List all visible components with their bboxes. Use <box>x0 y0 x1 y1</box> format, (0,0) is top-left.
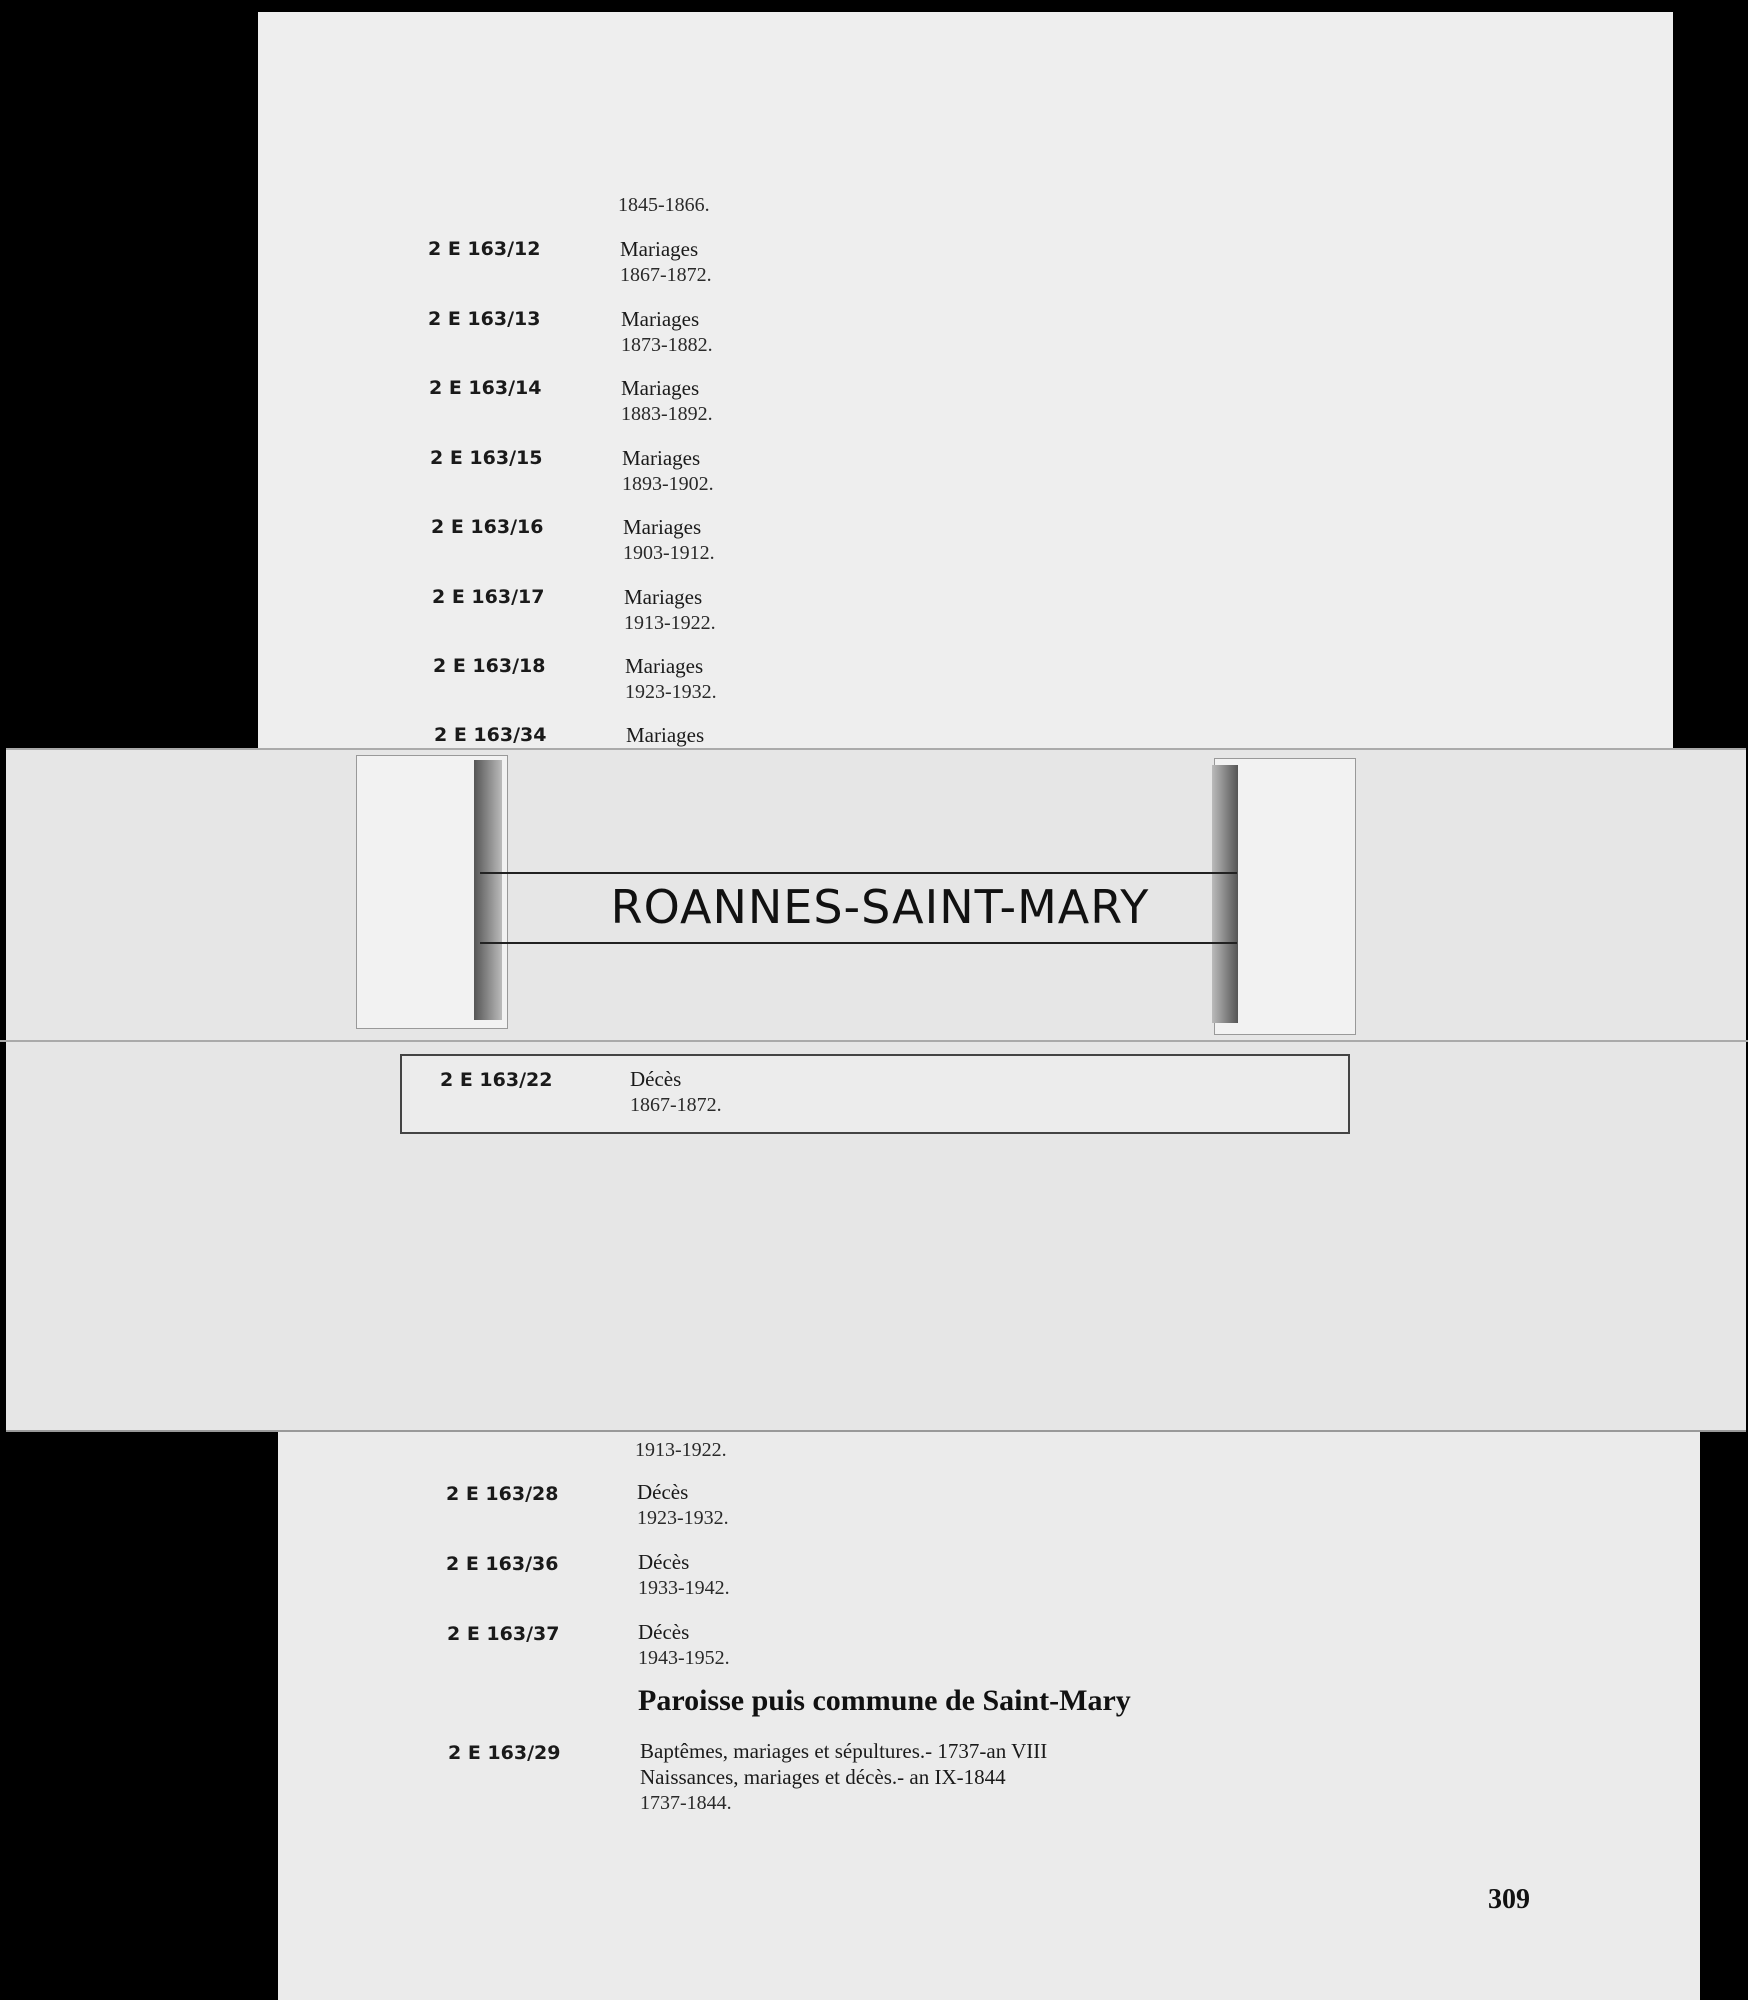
fold-shadow-left <box>474 760 502 1020</box>
entry-dates: 1923-1932. <box>637 1507 729 1529</box>
entry-cote: 2 E 163/13 <box>428 308 541 330</box>
list-item <box>620 236 712 288</box>
entry-cote: 2 E 163/36 <box>446 1553 559 1575</box>
entry-type: Mariages <box>621 307 700 331</box>
entry-type: Mariages <box>624 585 703 609</box>
entry-type: Décès <box>630 1067 682 1091</box>
list-item <box>618 192 710 218</box>
entry-dates: 1867-1872. <box>620 264 712 286</box>
entry-cote: 2 E 163/34 <box>434 724 547 746</box>
list-item <box>626 722 704 748</box>
list-item <box>625 653 717 705</box>
entry-dates: 1923-1932. <box>625 681 717 703</box>
entry-dates: 1903-1912. <box>623 542 715 564</box>
entry-cote: 2 E 163/12 <box>428 238 541 260</box>
list-item <box>638 1619 730 1671</box>
divider <box>480 942 1237 944</box>
entry-type: Mariages <box>622 446 701 470</box>
divider <box>0 1040 1748 1042</box>
list-item <box>624 584 716 636</box>
entry-type: Décès <box>638 1620 690 1644</box>
entry-cote: 2 E 163/29 <box>448 1742 561 1764</box>
entry-dates: 1933-1942. <box>638 1577 730 1599</box>
entry-dates: 1873-1882. <box>621 334 713 356</box>
list-item <box>623 514 715 566</box>
entry-type: Mariages <box>623 515 702 539</box>
page-number: 309 <box>1488 1884 1530 1915</box>
entry-type: Mariages <box>626 723 705 747</box>
entry-dates: 1867-1872. <box>630 1094 722 1116</box>
list-item <box>621 306 713 358</box>
list-item <box>621 375 713 427</box>
entry-dates: 1913-1922. <box>635 1439 727 1461</box>
entry-dates: 1737-1844. <box>640 1792 732 1814</box>
entry-type: Décès <box>637 1480 689 1504</box>
entry-dates: 1913-1922. <box>624 612 716 634</box>
entry-cote: 2 E 163/14 <box>429 377 542 399</box>
entry-type: Décès <box>638 1550 690 1574</box>
entry-cote: 2 E 163/22 <box>440 1069 553 1091</box>
entry-line: Naissances, mariages et décès.- an IX-1844 <box>640 1765 1006 1789</box>
list-item <box>622 445 714 497</box>
section-heading: Paroisse puis commune de Saint-Mary <box>638 1684 1131 1717</box>
entry-dates: 1943-1952. <box>638 1647 730 1669</box>
list-item <box>637 1479 729 1531</box>
entry-cote: 2 E 163/18 <box>433 655 546 677</box>
entry-cote: 2 E 163/17 <box>432 586 545 608</box>
entry-dates: 1883-1892. <box>621 403 713 425</box>
entry-type: Mariages <box>621 376 700 400</box>
entry-line: Baptêmes, mariages et sépultures.- 1737-an VIII <box>640 1739 1048 1763</box>
entry-cote: 2 E 163/37 <box>447 1623 560 1645</box>
list-item <box>630 1066 722 1118</box>
entry-cote: 2 E 163/28 <box>446 1483 559 1505</box>
list-item <box>635 1437 727 1463</box>
banner-title: ROANNES-SAINT-MARY <box>610 880 1150 934</box>
divider <box>480 872 1237 874</box>
entry-dates: 1845-1866. <box>618 194 710 216</box>
list-item <box>640 1738 1047 1816</box>
highlighted-entry-box <box>400 1054 1350 1134</box>
entry-cote: 2 E 163/15 <box>430 447 543 469</box>
entry-dates: 1893-1902. <box>622 473 714 495</box>
list-item <box>638 1549 730 1601</box>
entry-type: Mariages <box>625 654 704 678</box>
entry-type: Mariages <box>620 237 699 261</box>
entry-cote: 2 E 163/16 <box>431 516 544 538</box>
